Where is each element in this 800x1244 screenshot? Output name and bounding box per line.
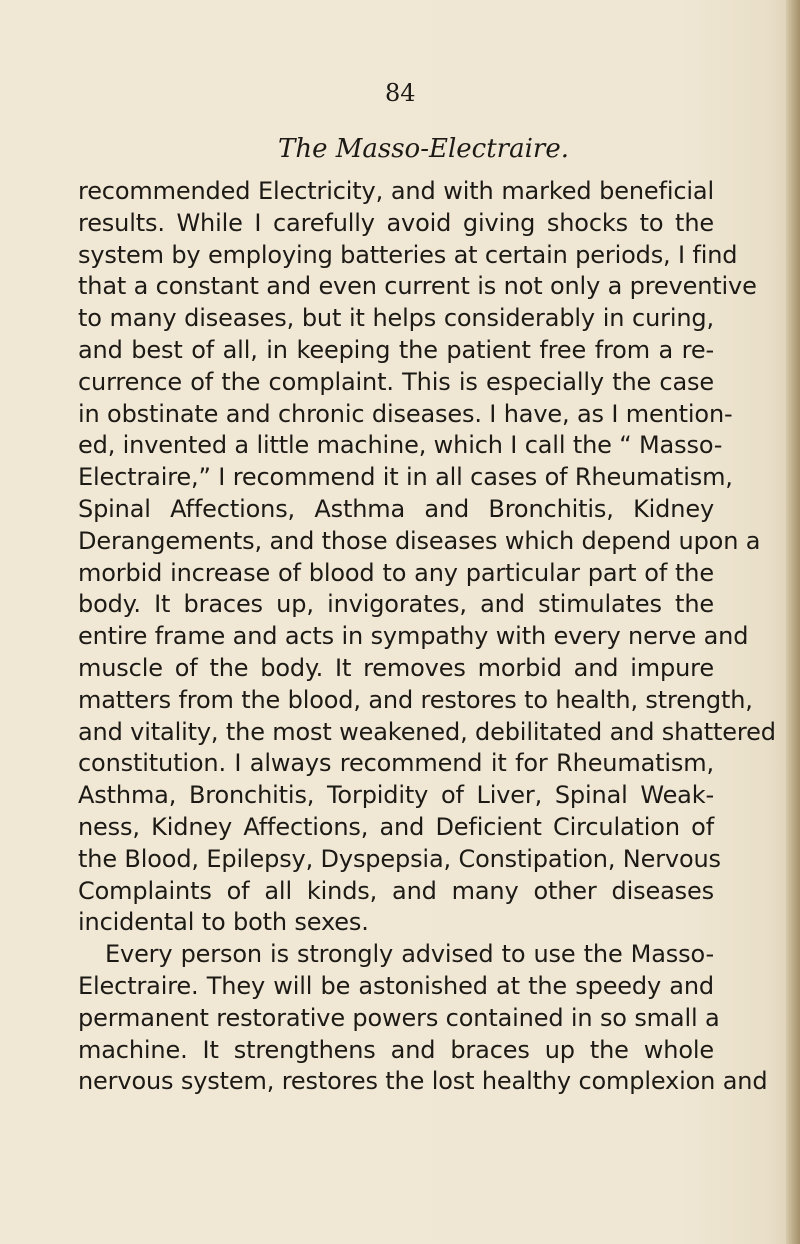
- text-line: muscle of the body. It removes morbid and impure: [78, 653, 714, 682]
- text-line: Electraire,” I recommend it in all cases of Rheumatism,: [78, 463, 733, 492]
- text-line: to many diseases, but it helps considerably in curing,: [78, 304, 714, 333]
- paragraph-1: [78, 176, 776, 939]
- text-line: ness, Kidney Affections, and Deficient Circulation of: [78, 812, 714, 841]
- text-line: incidental to both sexes.: [78, 908, 369, 937]
- text-line: recommended Electricity, and with marked beneficial: [78, 177, 714, 205]
- text-line: Spinal Affections, Asthma and Bronchitis, Kidney: [78, 494, 714, 523]
- body-text: [78, 176, 776, 1098]
- text-line: results. While I carefully avoid giving shocks to the: [78, 208, 714, 237]
- text-line: the Blood, Epilepsy, Dyspepsia, Constipation, Nervous: [78, 844, 721, 873]
- text-line: Every person is strongly advised to use the Masso-: [105, 940, 714, 969]
- text-line: constitution. I always recommend it for Rheumatism,: [78, 749, 714, 778]
- text-line: that a constant and even current is not only a preventive: [78, 272, 757, 301]
- text-line: Complaints of all kinds, and many other diseases: [78, 876, 714, 905]
- text-line: machine. It strengthens and braces up the whole: [78, 1035, 714, 1064]
- paragraph-2: [78, 939, 768, 1098]
- text-line: morbid increase of blood to any particular part of the: [78, 558, 714, 587]
- text-line: body. It braces up, invigorates, and stimulates the: [78, 590, 714, 619]
- text-line: Derangements, and those diseases which depend upon a: [78, 526, 761, 555]
- text-line: permanent restorative powers contained in so small a: [78, 1003, 720, 1032]
- text-line: matters from the blood, and restores to health, strength,: [78, 685, 753, 714]
- text-line: and vitality, the most weakened, debilitated and shattered: [78, 717, 776, 746]
- text-line: entire frame and acts in sympathy with every nerve and: [78, 622, 749, 651]
- running-head: The Masso-Electraire.: [278, 134, 570, 164]
- text-line: system by employing batteries at certain periods, I find: [78, 240, 738, 269]
- text-line: nervous system, restores the lost healthy complexion and: [78, 1067, 768, 1096]
- text-line: currence of the complaint. This is especially the case: [78, 367, 714, 396]
- page-edge-shadow: [786, 0, 800, 1244]
- text-line: Electraire. They will be astonished at the speedy and: [78, 971, 714, 1000]
- text-line: and best of all, in keeping the patient free from a re-: [78, 335, 714, 364]
- text-line: Asthma, Bronchitis, Torpidity of Liver, Spinal Weak-: [78, 781, 714, 810]
- text-line: ed, invented a little machine, which I call the “ Masso-: [78, 431, 723, 460]
- text-line: in obstinate and chronic diseases. I have, as I mention-: [78, 399, 733, 428]
- page-number: 84: [385, 79, 416, 107]
